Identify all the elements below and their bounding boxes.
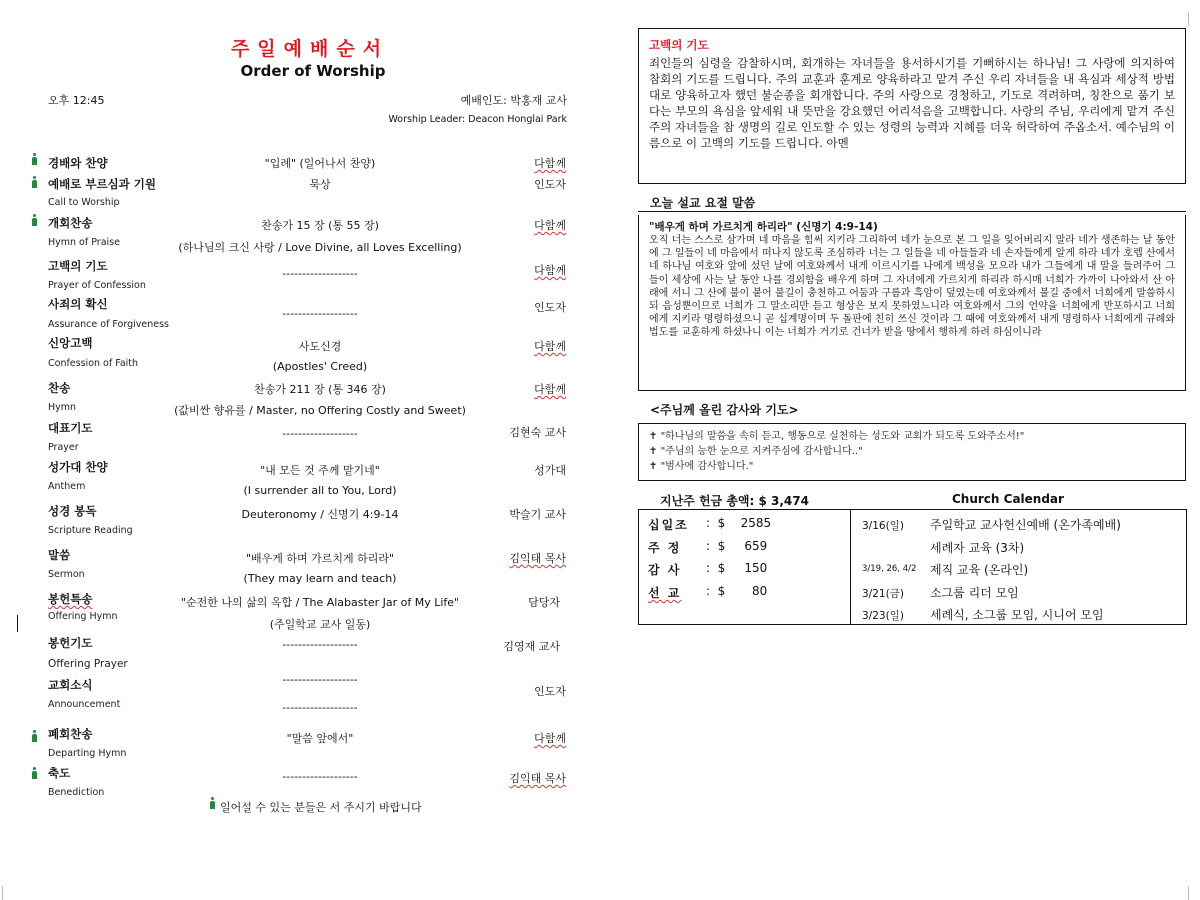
sermon-box	[638, 215, 1186, 391]
confession-body: 죄인들의 심령을 감찰하시며, 회개하는 자녀들을 용서하시기를 기뻐하시는 하나님! 그 사랑에 의지하여 참회의 기도를 드립니다. 주의 교훈과 훈계로 양육하라고 맡겨 주신 우리 자녀들을 내 욕심과 세상적 방법대로 양육하고자 했던 불순종을 회개합니다. 주의 사랑으로 경청하고, 기도로 격려하며, 칭찬으로 품기 보다는 부모의 욕심을 앞세워 내 뜻만을 강요했던 어리석음을 고백합니다. 사랑의 주님, 우리에게 맡겨 주신 주의 자녀들을 참 생명의 길로 인도할 수 있는 성령의 능력과 지혜를 더욱 허락하여 주옵소서. 예수님의 이름으로 이 고백의 기도를 드립니다. 아멘	[649, 56, 1175, 150]
offering-amount: : $ 150	[706, 561, 768, 575]
prayer-item: ✝ "하나님의 말씀을 속히 듣고, 행동으로 실천하는 성도와 교회가 되도록 도와주소서!"	[649, 431, 1025, 442]
order-item-detail-2: (값비싼 향유를 / Master, no Offering Costly and Sweet)	[174, 404, 466, 417]
order-item-english: Announcement	[48, 699, 121, 710]
confession-title: 고백의 기도	[649, 38, 709, 52]
calendar-event: 제직 교육 (온라인)	[930, 563, 1029, 577]
order-item-detail-2: (주일학교 교사 일동)	[269, 618, 371, 631]
order-item-detail: "순전한 나의 삶의 옥합 / The Alabaster Jar of My Life"	[180, 596, 460, 609]
order-item-label: 고백의 기도	[48, 259, 108, 273]
order-item-english: Sermon	[48, 569, 85, 580]
order-item-person: 박슬기 교사	[509, 508, 566, 521]
order-item-english: Assurance of Forgiveness	[48, 319, 170, 330]
stand-up-icon	[30, 767, 39, 779]
stand-up-icon	[30, 214, 39, 226]
order-item-label: 성가대 찬양	[48, 460, 108, 474]
order-item-person: 김익태 목사	[509, 552, 566, 565]
order-item-detail: -------------------	[282, 307, 358, 320]
order-item-person: 다함께	[534, 340, 566, 353]
order-item-english: Hymn	[48, 402, 77, 413]
calendar-event: 주일학교 교사헌신예배 (온가족예배)	[930, 518, 1121, 532]
order-item-english: Call to Worship	[48, 197, 120, 208]
calendar-date: 3/16(일)	[862, 520, 904, 532]
order-item-english: Prayer	[48, 442, 79, 453]
order-item-detail: -------------------	[282, 673, 358, 686]
stand-up-icon	[30, 176, 39, 188]
order-item-detail-2: -------------------	[282, 701, 358, 714]
order-item-english: Benediction	[48, 787, 105, 798]
order-item-person: 김영재 교사	[503, 640, 560, 653]
cross-icon: ✝	[649, 461, 661, 472]
order-item-detail: -------------------	[282, 267, 358, 280]
order-item-detail-2: (I surrender all to You, Lord)	[243, 484, 397, 497]
order-item-english: Departing Hymn	[48, 748, 127, 759]
order-item-person: 다함께	[534, 157, 566, 170]
order-item-label: 사죄의 확신	[48, 297, 108, 311]
order-item-person: 인도자	[534, 301, 566, 314]
stand-up-icon	[30, 153, 39, 165]
order-item-person: 다함께	[534, 732, 566, 745]
order-item-detail: -------------------	[282, 770, 358, 783]
calendar-date: 3/19, 26, 4/2	[862, 564, 917, 574]
order-item-english: Anthem	[48, 481, 86, 492]
order-item-detail: 찬송가 211 장 (통 346 장)	[254, 383, 386, 396]
order-item-english: Scripture Reading	[48, 525, 133, 536]
offering-name: 감 사	[648, 563, 682, 577]
service-time: 오후 12:45	[48, 94, 105, 107]
page-corner-mark	[1188, 886, 1189, 900]
calendar-date: 3/21(금)	[862, 588, 904, 600]
order-item-detail: 찬송가 15 장 (통 55 장)	[261, 219, 379, 232]
offering-name: 주 정	[648, 541, 682, 555]
order-item-english: Prayer of Confession	[48, 280, 146, 291]
order-item-detail-2: (Apostles' Creed)	[272, 360, 368, 373]
stand-up-icon	[208, 797, 217, 809]
order-item-label: 축도	[48, 766, 71, 780]
order-item-person: 김현숙 교사	[509, 426, 566, 439]
order-item-english: Offering Hymn	[48, 611, 118, 622]
order-item-person: 다함께	[534, 264, 566, 277]
cross-icon: ✝	[649, 446, 661, 457]
prayer-item: ✝ "범사에 감사합니다."	[649, 461, 754, 472]
order-item-detail-2: (They may learn and teach)	[243, 572, 397, 585]
order-item-detail: 묵상	[309, 178, 331, 191]
offering-amount: : $ 2585	[706, 516, 772, 530]
order-item-label: 경배와 찬양	[48, 156, 108, 170]
order-item-detail: "내 모든 것 주께 맡기네"	[260, 464, 380, 477]
prayer-box	[638, 423, 1186, 481]
order-item-label: 찬송	[48, 381, 71, 395]
order-item-person: 인도자	[534, 685, 566, 698]
order-item-person: 담당자	[528, 596, 560, 609]
prayer-heading: <주님께 올린 감사와 기도>	[650, 403, 799, 417]
sermon-title: "배우게 하며 가르치게 하리라" (신명기 4:9-14)	[649, 221, 878, 233]
text-cursor	[17, 615, 18, 632]
offering-amount: : $ 659	[706, 539, 768, 553]
order-item-detail: "배우게 하며 가르치게 하리라"	[245, 552, 395, 565]
offering-heading: 지난주 헌금 총액: $ 3,474	[660, 494, 809, 508]
page-title-korean: 주일예배순서	[230, 38, 390, 60]
page-title-english: Order of Worship	[240, 62, 386, 80]
order-item-detail-2: (하나님의 크신 사랑 / Love Divine, all Loves Excelling)	[178, 241, 462, 254]
divider	[850, 509, 851, 625]
stand-note: 일어설 수 있는 분들은 서 주시기 바랍니다	[220, 801, 422, 814]
worship-leader-english: Worship Leader: Deacon Honglai Park	[388, 114, 567, 125]
order-item-label: 대표기도	[48, 421, 93, 435]
offering-name: 십일조	[648, 518, 689, 532]
order-item-person: 다함께	[534, 383, 566, 396]
calendar-heading: Church Calendar	[952, 492, 1064, 506]
divider	[638, 509, 1186, 510]
order-item-person: 김익태 목사	[509, 772, 566, 785]
order-item-detail: -------------------	[282, 427, 358, 440]
order-item-detail: "입례" (일어나서 찬양)	[264, 157, 376, 170]
calendar-event: 소그룹 리더 모임	[930, 586, 1019, 600]
order-item-english: Confession of Faith	[48, 358, 139, 369]
divider	[638, 509, 639, 625]
order-item-detail: "말씀 앞에서"	[286, 732, 354, 745]
divider	[638, 211, 1186, 212]
prayer-item: ✝ "주님의 능한 눈으로 지켜주심에 감사합니다.."	[649, 446, 863, 457]
order-item-person: 다함께	[534, 219, 566, 232]
order-item-detail: 사도신경	[298, 340, 342, 353]
offering-name: 선 교	[648, 586, 682, 600]
order-item-person: 인도자	[534, 178, 566, 191]
order-item-label: 신앙고백	[48, 336, 93, 350]
page-corner-mark	[2, 886, 3, 900]
order-item-label: 봉헌특송	[48, 592, 93, 606]
order-item-label: 말씀	[48, 548, 71, 562]
sermon-body: 오직 너는 스스로 삼가며 네 마음을 힘써 지키라 그리하여 네가 눈으로 본 그 일을 잊어버리지 말라 네가 생존하는 날 동안에 그 일들이 네 마음에서 떠나지 않도록 조심하라 너는 그 일들을 네 아들들과 네 손자들에게 알게 하라 네가 호렙 산에서 네 하나님 여호와 앞에 섰던 날에 여호와께서 내게 이르시기를 나에게 백성을 모으라 내가 그들에게 내 말을 들려주어 그들이 세상에 사는 날 동안 나를 경외함을 배우게 하며 그 자녀에게 가르치게 하리라 하시매 너희가 가까이 나아와서 산 아래에 서니 그 산에 불이 붙어 불길이 충천하고 어둠과 구름과 흑암이 덮였는데 여호와께서 불길 중에서 너희에게 말씀하시되 음성뿐이므로 너희가 그 말소리만 듣고 형상은 보지 못하였느니라 여호와께서 그의 언약을 너희에게 반포하시고 너희에게 지키라 명령하셨으니 곧 십계명이며 두 돌판에 친히 쓰신 것이라 그 때에 여호와께서 내게 명령하사 너희에게 규례와 법도를 교훈하게 하셨나니 이는 너희가 거기로 건너가 받을 땅에서 행하게 하려 하심이니라	[649, 235, 1175, 339]
order-item-label: 교회소식	[48, 678, 93, 692]
order-item-label: 폐회찬송	[48, 727, 93, 741]
order-item-detail: -------------------	[282, 638, 358, 651]
calendar-event: 세례자 교육 (3차)	[930, 541, 1025, 555]
sermon-heading: 오늘 설교 요절 말씀	[650, 196, 756, 210]
divider	[1186, 509, 1187, 625]
calendar-event: 세례식, 소그룹 모임, 시니어 모임	[930, 608, 1104, 622]
worship-leader-korean: 예배인도: 박홍재 교사	[460, 94, 567, 107]
order-item-label: 개회찬송	[48, 216, 93, 230]
offering-amount: : $ 80	[706, 584, 768, 598]
stand-up-icon	[30, 730, 39, 742]
page-corner-mark	[1188, 12, 1189, 26]
order-item-english: Hymn of Praise	[48, 237, 120, 248]
order-item-label: 성경 봉독	[48, 504, 97, 518]
confession-box	[638, 28, 1186, 184]
order-item-detail: Deuteronomy / 신명기 4:9-14	[241, 508, 399, 521]
order-item-person: 성가대	[534, 464, 566, 477]
divider	[638, 624, 1186, 625]
order-item-label: 봉헌기도	[48, 636, 93, 650]
order-item-english: Offering Prayer	[48, 658, 128, 670]
cross-icon: ✝	[649, 431, 661, 442]
calendar-date: 3/23(일)	[862, 610, 904, 622]
order-item-label: 예배로 부르심과 기원	[48, 177, 156, 191]
